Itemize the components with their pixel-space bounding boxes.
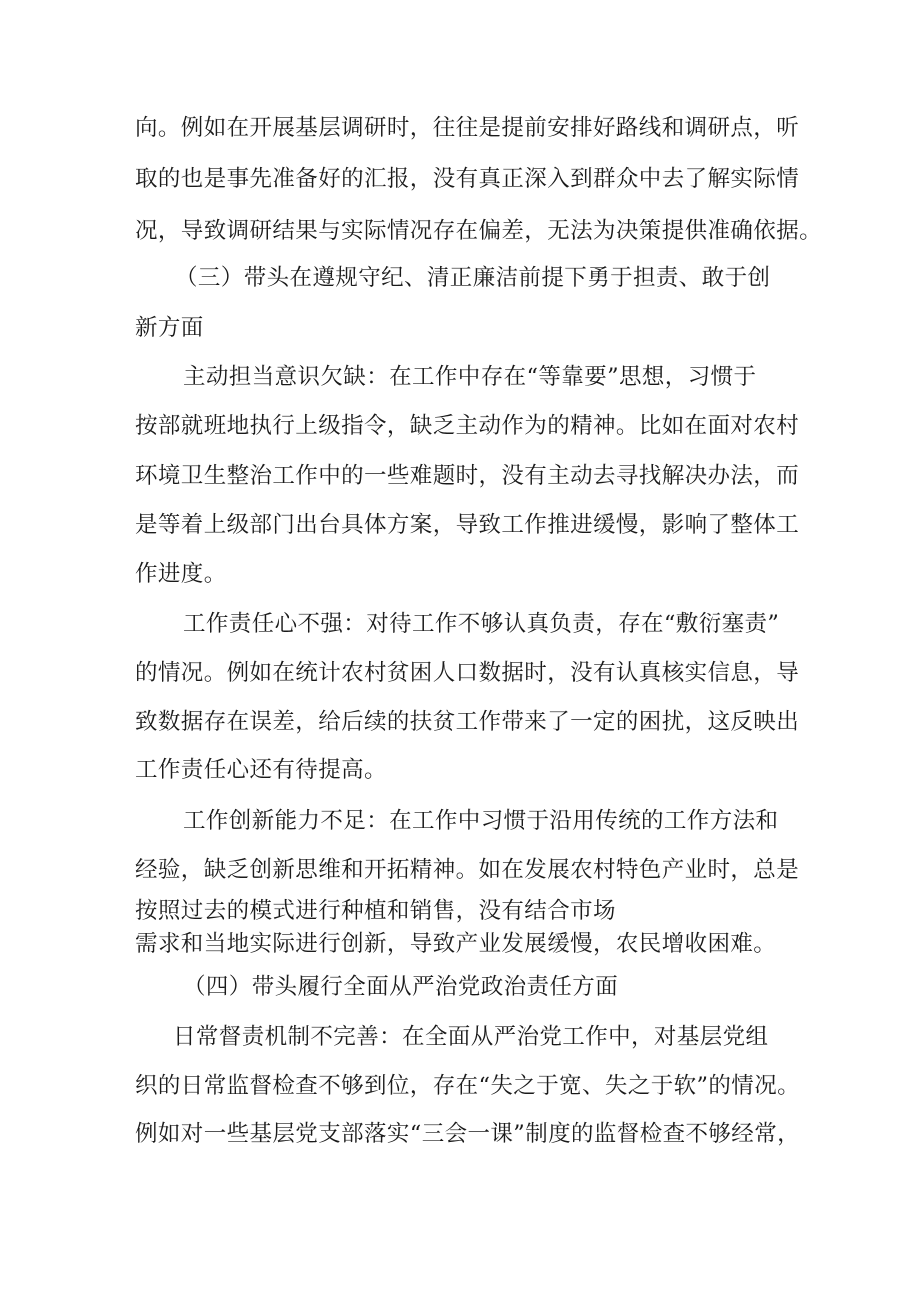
section-heading-four: （四）带头履行全面从严治党政治责任方面 — [183, 974, 619, 1000]
body-text-line: 取的也是事先准备好的汇报，没有真正深入到群众中去了解实际情 — [135, 166, 800, 192]
body-text-line: 按部就班地执行上级指令，缺乏主动作为的精神。比如在面对农村 — [135, 413, 800, 439]
paragraph-first-line: 工作创新能力不足：在工作中习惯于沿用传统的工作方法和 — [183, 808, 779, 834]
body-text-line: 织的日常监督检查不够到位，存在“失之于宽、失之于软”的情况。 — [135, 1073, 801, 1099]
body-text-line: 环境卫生整治工作中的一些难题时，没有主动去寻找解决办法，而 — [135, 463, 800, 489]
body-text-line: 向。例如在开展基层调研时，往往是提前安排好路线和调研点，听 — [135, 115, 800, 141]
body-text-line: 工作责任心还有待提高。 — [135, 757, 387, 783]
body-text-line: 需求和当地实际进行创新，导致产业发展缓慢，农民增收困难。 — [135, 931, 777, 957]
body-text-line: 作进度。 — [135, 561, 227, 587]
body-text-line: 按照过去的模式进行种植和销售，没有结合市场 — [135, 898, 616, 924]
paragraph-first-line: 工作责任心不强：对待工作不够认真负责，存在“敷衍塞责” — [183, 611, 780, 637]
body-text-line: 况，导致调研结果与实际情况存在偏差，无法为决策提供准确依据。 — [135, 218, 823, 244]
body-text-line: 经验，缺乏创新思维和开拓精神。如在发展农村特色产业时，总是 — [135, 857, 800, 883]
body-text-line: 的情况。例如在统计农村贫困人口数据时，没有认真核实信息，导 — [135, 660, 800, 686]
body-text-line: 致数据存在误差，给后续的扶贫工作带来了一定的困扰，这反映出 — [135, 709, 800, 735]
section-heading-three-cont: 新方面 — [135, 315, 204, 341]
paragraph-first-line: 日常督责机制不完善：在全面从严治党工作中，对基层党组 — [173, 1024, 769, 1050]
body-text-line: 是等着上级部门出台具体方案，导致工作推进缓慢，影响了整体工 — [135, 512, 800, 538]
section-heading-three: （三）带头在遵规守纪、清正廉洁前提下勇于担责、敢于创 — [175, 265, 771, 291]
paragraph-first-line: 主动担当意识欠缺：在工作中存在“等靠要”思想，习惯于 — [183, 364, 757, 390]
body-text-line: 例如对一些基层党支部落实“三会一课”制度的监督检查不够经常， — [135, 1121, 801, 1147]
